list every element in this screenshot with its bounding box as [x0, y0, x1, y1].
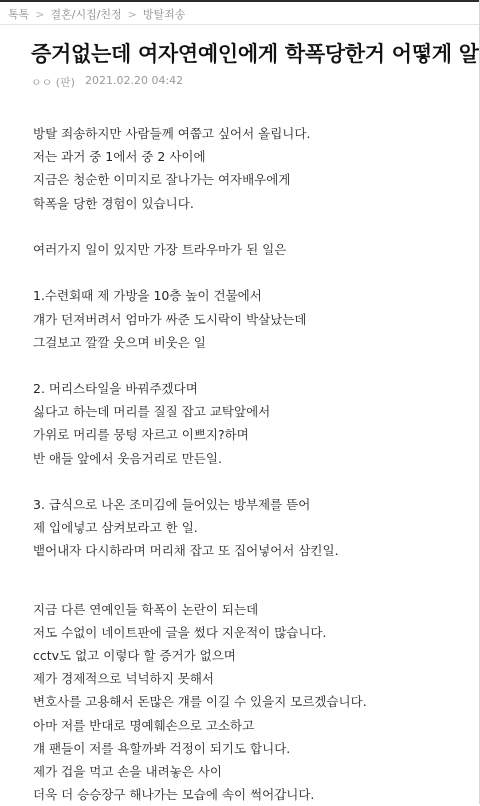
post-text-line: 그걸보고 깔깔 웃으며 비웃은 일 [33, 334, 206, 350]
paragraph-spacer [33, 261, 473, 284]
post-text-line: 2. 머리스타일을 바꿔주겠다며 [33, 381, 198, 397]
post-text-line: 저도 수없이 네이트판에 글을 썼다 지운적이 많습니다. [33, 624, 327, 640]
post-text-line: 1.수련회때 제 가방을 10층 높이 건물에서 [33, 288, 262, 304]
breadcrumb-item-subcategory[interactable]: 방탈죄송 [142, 8, 186, 21]
header-divider [0, 24, 480, 25]
paragraph-spacer [33, 215, 473, 238]
post-text-line: 지금 다른 연예인들 학폭이 논란이 되는데 [33, 601, 259, 617]
paragraph-spacer [33, 563, 473, 598]
post-text-line: 걔가 던져버려서 엄마가 싸준 도시락이 박살났는데 [33, 311, 307, 327]
paragraph-spacer [33, 354, 473, 377]
post-meta [31, 74, 183, 90]
breadcrumb-item-category[interactable]: 결혼/시집/친정 [50, 8, 122, 21]
chevron-right-icon: > [127, 7, 137, 21]
post-text-line: cctv도 없고 이렇다 할 증거가 없으며 [33, 647, 236, 663]
post-text-line: 여러가지 일이 있지만 가장 트라우마가 된 일은 [33, 241, 287, 257]
top-border [0, 0, 480, 2]
post-text-line: 지금은 청순한 이미지로 잘나가는 여자배우에게 [33, 172, 291, 188]
post-date: 2021.02.20 04:42 [84, 74, 184, 87]
post-text-line: 걔 팬들이 저를 욕할까봐 걱정이 되기도 합니다. [33, 740, 291, 756]
post-text-line: 뱉어내자 다시하라며 머리채 잡고 또 집어넣어서 삼킨일. [33, 543, 339, 559]
post-text-line: 가위로 머리를 뭉텅 자르고 이쁘지?하며 [33, 427, 249, 443]
post-text-line: 아마 저를 반대로 명예훼손으로 고소하고 [33, 717, 255, 733]
paragraph-spacer [33, 470, 473, 493]
post-text-line: 싫다고 하는데 머리를 질질 잡고 교탁앞에서 [33, 404, 271, 420]
post-text-line: 더욱 더 승승장구 해나가는 모습에 속이 썩어갑니다. [33, 787, 315, 803]
breadcrumb-item-home[interactable]: 톡톡 [8, 8, 30, 21]
post-title: 증거없는데 여자연예인에게 학폭당한거 어떻게 알 [31, 42, 479, 66]
chevron-right-icon: > [35, 7, 45, 21]
post-text-line: 3. 급식으로 나온 조미김에 들어있는 방부제를 뜯어 [33, 497, 311, 512]
post-text-line: 제가 겁을 먹고 손을 내려놓은 사이 [33, 763, 222, 779]
post-text-line: 반 애들 앞에서 웃음거리로 만든일. [33, 450, 222, 466]
post-author[interactable]: ㅇㅇ (판) [31, 76, 75, 89]
post-text-line: 학폭을 당한 경험이 있습니다. [33, 195, 194, 211]
post-body [33, 122, 473, 806]
breadcrumb [8, 6, 185, 22]
post-text-line: 제 입에넣고 삼켜보라고 한 일. [33, 520, 198, 536]
post-text-line: 저는 과거 중 1에서 중 2 사이에 [33, 149, 206, 165]
post-text-line: 방탈 죄송하지만 사람들께 여쭙고 싶어서 올립니다. [33, 126, 311, 141]
post-text-line: 제가 경제적으로 넉넉하지 못해서 [33, 671, 214, 687]
post-text-line: 변호사를 고용해서 돈많은 걔를 이길 수 있을지 모르겠습니다. [33, 694, 367, 710]
